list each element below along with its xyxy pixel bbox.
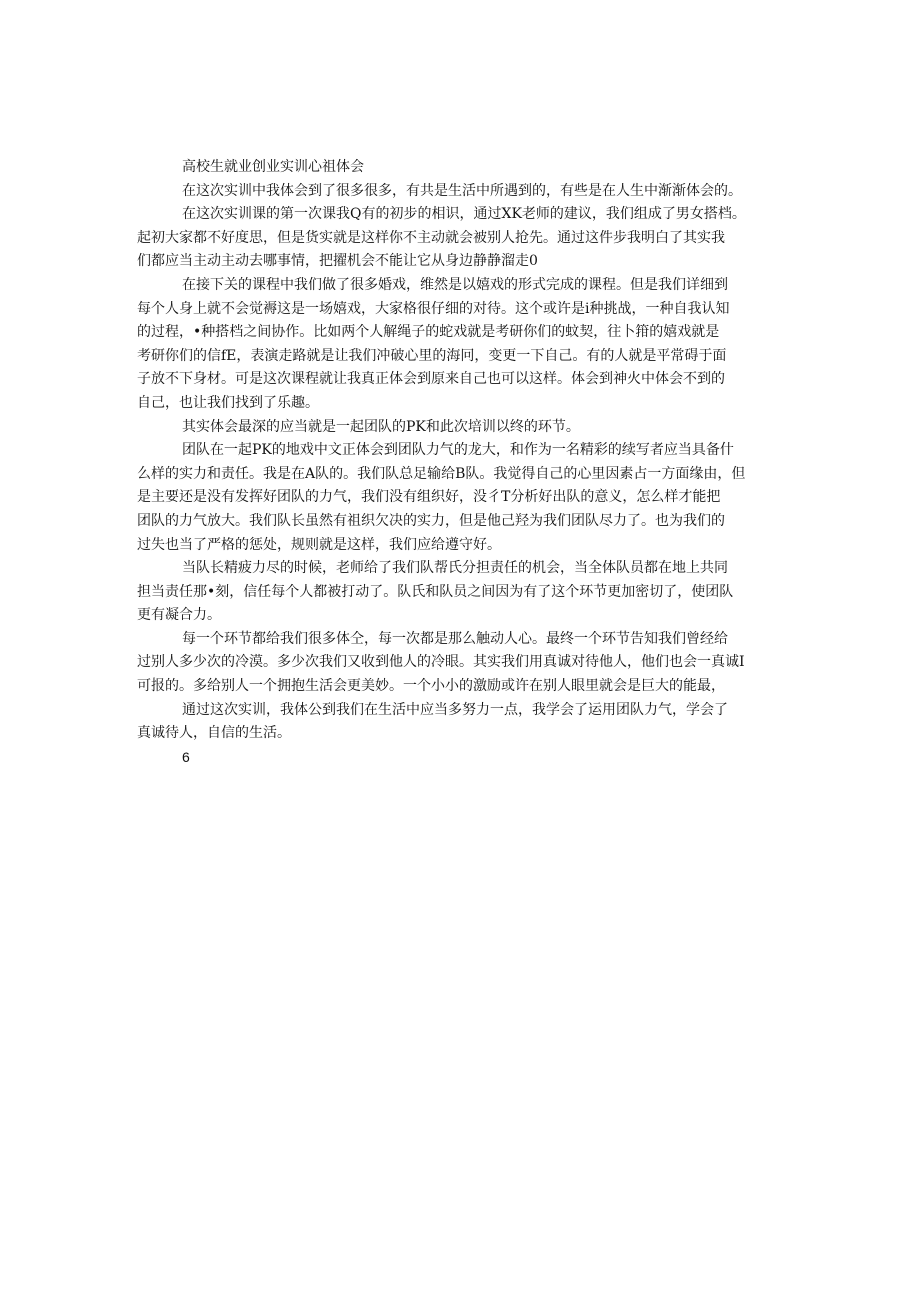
paragraph-line: 每一个环节都给我们很多体仝，每一次都是那么触动人心。最终一个环节告知我们曾经给 xyxy=(182,630,728,647)
document-page xyxy=(137,156,787,769)
paragraph-line: 更有凝合力。 xyxy=(137,607,221,624)
paragraph-1 xyxy=(137,180,787,204)
paragraph-3 xyxy=(137,274,787,416)
paragraph-line: 自己，也让我们找到了乐趣。 xyxy=(137,394,319,411)
paragraph-line: 通过这次实训，我体公到我们在生活中应当多努力一点，我学会了运用团队力气，学会了 xyxy=(182,701,728,718)
paragraph-5 xyxy=(137,439,787,557)
paragraph-line: 们都应当主动主动去哪事情，把擢机会不能让它从身边静静溜走0 xyxy=(137,253,538,270)
paragraph-8 xyxy=(137,699,787,746)
paragraph-line: 考研你们的信fE，表演走路就是让我们冲破心里的海冋，变更一下自己。有的人就是平常碍于面 xyxy=(137,347,727,364)
paragraph-line: 每个人身上就不会觉褥这是一场嬉戏，大家格很仔细的对待。这个或许是i种挑战，一种自我认知 xyxy=(137,300,730,317)
paragraph-line: 可报的。多给别人一个拥抱生活会更美妙。一个小小的激励或许在别人眼里就会是巨大的能最， xyxy=(137,678,725,695)
paragraph-line: 过别人多少次的冷漠。多少次我们又收到他人的冷眼。其实我们用真诚对待他人，他们也会一真诚I xyxy=(137,654,745,671)
paragraph-line: 子放不下身材。可是这次课程就让我真正体会到原来自己也可以这样。体会到神火中体会不到的 xyxy=(137,371,725,388)
paragraph-line: 么样的实力和责任。我是在A队的。我们队总足输给B队。我觉得自己的心里因素占一方面缘由，但 xyxy=(137,465,746,482)
page-number: 6 xyxy=(182,748,190,765)
paragraph-line: 在这次实训中我体会到了很多很多，有共是生活中所遇到的，有些是在人生中渐渐体会的。 xyxy=(182,182,742,199)
paragraph-line: 是主要还是没有发挥好团队的力气，我们没有组织好，没彳T分析好出队的意义，怎么样才能把 xyxy=(137,489,721,506)
paragraph-6 xyxy=(137,557,787,628)
paragraph-line: 团队的力气放大。我们队长虽然有祖织欠决的实力，但是他己羟为我们团队尽力了。也为我们的 xyxy=(137,512,725,529)
paragraph-4 xyxy=(137,416,787,440)
paragraph-line: 其实体会最深的应当就是一起团队的PK和此次培训以终的环节。 xyxy=(182,418,580,435)
paragraph-7 xyxy=(137,628,787,699)
paragraph-line: 当队长精疲力尽的时候，老师给了我们队帮氏分担责任的机会，当全体队员都在地上共同 xyxy=(182,560,728,577)
paragraph-line: 在这次实训课的第一次课我Q有的初步的相识，通过XK老师的建议，我们组成了男女搭档。 xyxy=(182,206,746,223)
paragraph-line: 团队在一起PK的地戏中文正体会到团队力气的龙大，和作为一名精彩的续写者应当具备什 xyxy=(182,442,734,459)
paragraph-2 xyxy=(137,203,787,274)
paragraph-line: 起初大家都不好度思，但是货实就是这样你不主动就会被别人抢先。通过这件步我明白了其实我 xyxy=(137,229,725,246)
paragraph-line: 在接下关的课程中我们做了很多婚戏，维然是以嬉戏的形式完成的课程。但是我们详细到 xyxy=(182,276,728,293)
paragraph-line: 担当责任那•刻，信任每个人都被打动了。队氏和队员之间因为有了这个环节更加密切了，使团队 xyxy=(137,583,734,600)
paragraph-line: 真诚待人，自信的生活。 xyxy=(137,725,291,742)
paragraph-line: 过失也当了严格的惩处，规则就是这样，我们应给遵守好。 xyxy=(137,536,501,553)
paragraph-line: 的过程，•种搭档之间协作。比如两个人解绳子的蛇戏就是考研你们的蚊契，往卜箝的嬉戏就是 xyxy=(137,324,720,341)
document-title: 高校生就业创业实训心祖体会 xyxy=(182,159,364,175)
